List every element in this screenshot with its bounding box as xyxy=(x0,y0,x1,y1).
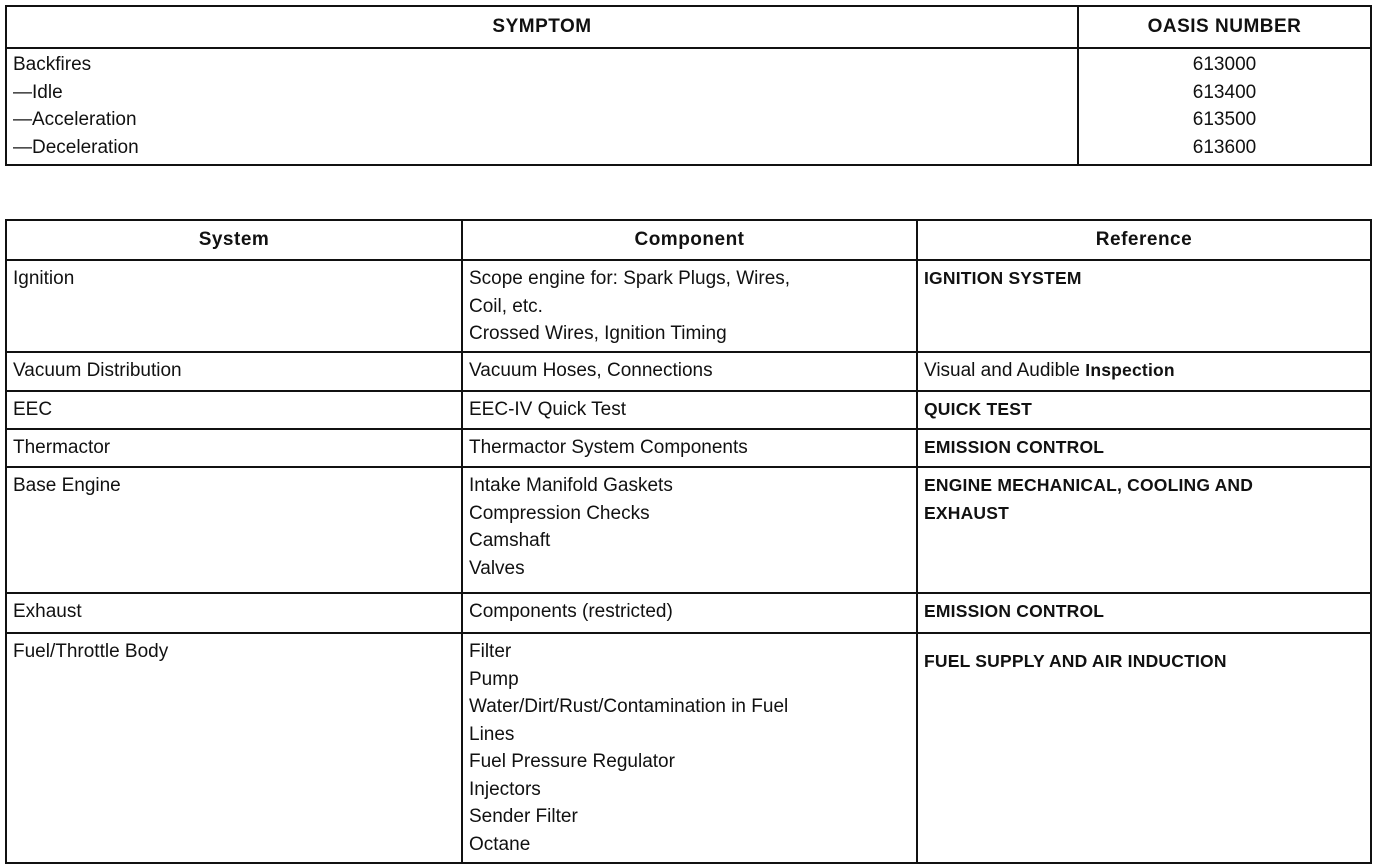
system-cell: Ignition xyxy=(6,260,462,352)
system-cell: EEC xyxy=(6,391,462,429)
component-item: Valves xyxy=(469,557,525,579)
component-cell xyxy=(462,352,917,391)
reference-item: QUICK TEST xyxy=(924,399,1032,419)
component-item: Components (restricted) xyxy=(469,601,673,622)
symptom-item: —Acceleration xyxy=(13,109,137,130)
system-cell: Thermactor xyxy=(6,429,462,467)
diagnosis-header-row xyxy=(6,220,1371,260)
component-cell xyxy=(462,429,917,467)
table-row xyxy=(6,391,1371,429)
oasis-number-cell xyxy=(1078,48,1371,165)
component-cell xyxy=(462,593,917,633)
reference-item: FUEL SUPPLY AND AIR INDUCTION xyxy=(924,651,1227,671)
component-item: Scope engine for: Spark Plugs, Wires, xyxy=(469,268,791,289)
reference-cell xyxy=(917,429,1371,467)
table-row xyxy=(6,633,1371,863)
reference-cell xyxy=(917,352,1371,391)
reference-header: Reference xyxy=(917,220,1371,260)
reference-text: Visual and Audible xyxy=(924,360,1080,381)
symptom-header-row xyxy=(6,6,1371,48)
system-cell: Base Engine xyxy=(6,467,462,593)
oasis-number: 613500 xyxy=(1192,109,1257,130)
component-header: Component xyxy=(462,220,917,260)
component-item: Compression Checks xyxy=(469,502,650,524)
reference-cell xyxy=(917,391,1371,429)
reference-item: EMISSION CONTROL xyxy=(924,601,1105,621)
component-item: EEC-IV Quick Test xyxy=(469,399,626,420)
system-cell: Vacuum Distribution xyxy=(6,352,462,391)
symptom-table xyxy=(5,5,1372,166)
symptom-cell xyxy=(6,48,1078,165)
reference-cell xyxy=(917,633,1371,863)
component-item: Coil, etc. xyxy=(469,295,543,317)
component-item: Injectors xyxy=(469,778,541,800)
component-item: Pump xyxy=(469,668,519,690)
component-item: Crossed Wires, Ignition Timing xyxy=(469,323,727,344)
oasis-number: 613000 xyxy=(1192,54,1257,75)
reference-item: EMISSION CONTROL xyxy=(924,437,1105,457)
oasis-number: 613600 xyxy=(1192,136,1257,158)
component-cell xyxy=(462,633,917,863)
reference-cell xyxy=(917,593,1371,633)
reference-item: IGNITION SYSTEM xyxy=(924,268,1082,288)
reference-cell xyxy=(917,260,1371,352)
symptom-item: Backfires xyxy=(13,54,92,75)
oasis-number: 613400 xyxy=(1192,81,1257,103)
component-cell xyxy=(462,391,917,429)
component-item: Octane xyxy=(469,833,531,855)
component-item: Vacuum Hoses, Connections xyxy=(469,360,713,381)
system-cell: Exhaust xyxy=(6,593,462,633)
component-item: Sender Filter xyxy=(469,806,578,827)
component-item: Lines xyxy=(469,723,515,745)
component-item: Water/Dirt/Rust/Contamination in Fuel xyxy=(469,696,789,717)
table-row xyxy=(6,352,1371,391)
component-item: Thermactor System Components xyxy=(469,437,748,458)
reference-item: ENGINE MECHANICAL, COOLING AND xyxy=(924,475,1254,495)
system-cell: Fuel/Throttle Body xyxy=(6,633,462,863)
system-header: System xyxy=(6,220,462,260)
reference-cell xyxy=(917,467,1371,593)
component-item: Fuel Pressure Regulator xyxy=(469,751,675,772)
symptom-item: —Deceleration xyxy=(13,136,139,158)
table-row xyxy=(6,467,1371,593)
symptom-item: —Idle xyxy=(13,81,63,103)
component-item: Camshaft xyxy=(469,530,551,551)
component-item: Intake Manifold Gaskets xyxy=(469,475,673,496)
oasis-number-header: OASIS NUMBER xyxy=(1078,6,1371,48)
component-item: Filter xyxy=(469,641,512,662)
reference-text-small: Inspection xyxy=(1085,360,1175,380)
symptom-header: SYMPTOM xyxy=(6,6,1078,48)
component-cell xyxy=(462,260,917,352)
reference-item: EXHAUST xyxy=(924,502,1010,523)
table-row xyxy=(6,260,1371,352)
table-row xyxy=(6,429,1371,467)
symptom-row xyxy=(6,48,1371,165)
component-cell xyxy=(462,467,917,593)
diagnosis-table xyxy=(5,219,1372,864)
table-row xyxy=(6,593,1371,633)
